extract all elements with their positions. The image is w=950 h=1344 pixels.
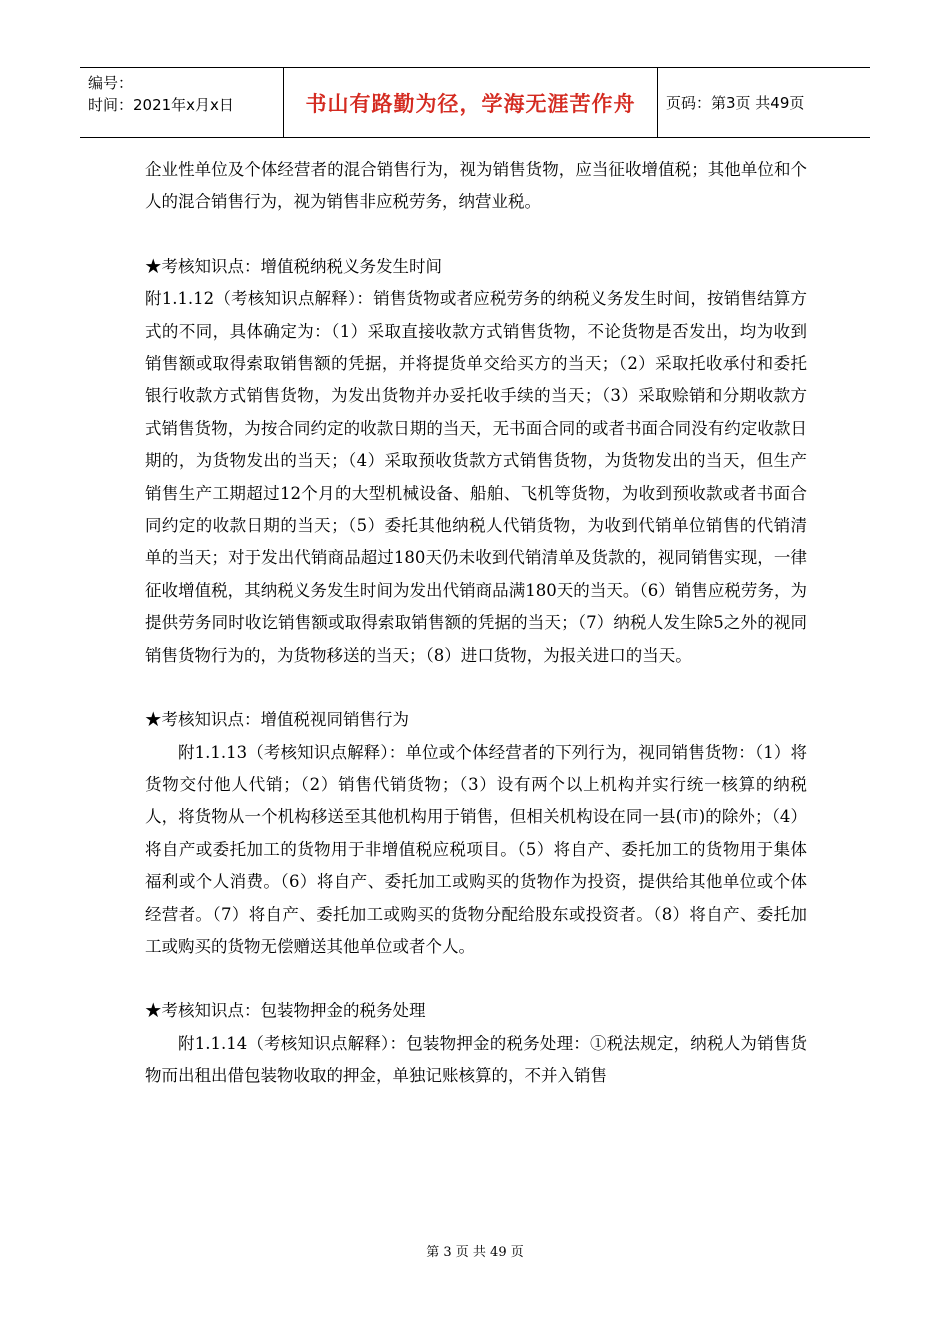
paragraph-deemed-sales: 附1.1.13（考核知识点解释）：单位或个体经营者的下列行为，视同销售货物：（1）将货物交付他人代销；（2）销售代销货物；（3）设有两个以上机构并实行统一核算的纳税人，将货物从一个机构移送至其他机构用于销售，但相关机构设在同一县(市)的除外；（4）将自产或委托加工的货物用于非增值税应税项目。（5）将自产、委托加工的货物用于集体福利或个人消费。（6）将自产、委托加工或购买的货物作为投资，提供给其他单位或个体经营者。（7）将自产、委托加工或购买的货物分配给股东或投资者。（8）将自产、委托加工或购买的货物无偿赠送其他单位或者个人。: [145, 742, 807, 956]
header-motto: 书山有路勤为径，学海无涯苦作舟: [305, 91, 636, 116]
section-heading-packaging-deposit: ★考核知识点：包装物押金的税务处理: [145, 1001, 426, 1021]
paragraph-mixed-sales: 企业性单位及个体经营者的混合销售行为，视为销售货物，应当征收增值税；其他单位和个人的混合销售行为，视为销售非应税劳务，纳营业税。: [145, 160, 807, 212]
header-meta: [80, 68, 284, 137]
spacer: [145, 219, 807, 251]
paragraph-tax-obligation-time: 附1.1.12（考核知识点解释）：销售货物或者应税劳务的纳税义务发生时间，按销售结算方式的不同，具体确定为：（1）采取直接收款方式销售货物，不论货物是否发出，均为收到销售额或取得索取销售额的凭据，并将提货单交给买方的当天；（2）采取托收承付和委托银行收款方式销售货物，为发出货物并办妥托收手续的当天；（3）采取赊销和分期收款方式销售货物，为按合同约定的收款日期的当天，无书面合同的或者书面合同没有约定收款日期的，为货物发出的当天；（4）采取预收货款方式销售货物，为货物发出的当天，但生产销售生产工期超过12个月的大型机械设备、船舶、飞机等货物，为收到预收款或者书面合同约定的收款日期的当天；（5）委托其他纳税人代销货物，为收到代销单位销售的代销清单的当天；对于发出代销商品超过180天仍未收到代销清单及货款的，视同销售实现，一律征收增值税，其纳税义务发生时间为发出代销商品满180天的当天。（6）销售应税劳务，为提供劳务同时收讫销售额或取得索取销售额的凭据的当天；（7）纳税人发生除5之外的视同销售货物行为的，为货物移送的当天；（8）进口货物，为报关进口的当天。: [145, 289, 807, 665]
section-heading-deemed-sales: ★考核知识点：增值税视同销售行为: [145, 710, 409, 730]
spacer: [145, 672, 807, 704]
spacer: [145, 963, 807, 995]
header-page-number: 页码：第3页 共49页: [666, 94, 805, 112]
header-motto-cell: [284, 68, 658, 137]
page-footer: 第 3 页 共 49 页: [426, 1245, 524, 1260]
section-heading-tax-obligation-time: ★考核知识点：增值税纳税义务发生时间: [145, 256, 442, 276]
header-page-cell: [658, 68, 870, 137]
document-number-label: 编号：: [88, 74, 134, 92]
page-header: [80, 67, 870, 138]
paragraph-packaging-deposit: 附1.1.14（考核知识点解释）：包装物押金的税务处理：①税法规定，纳税人为销售货物而出租出借包装物收取的押金，单独记账核算的，不并入销售: [145, 1033, 807, 1086]
document-time-label: 时间：2021年x月x日: [88, 96, 234, 114]
document-body: [145, 154, 807, 1093]
